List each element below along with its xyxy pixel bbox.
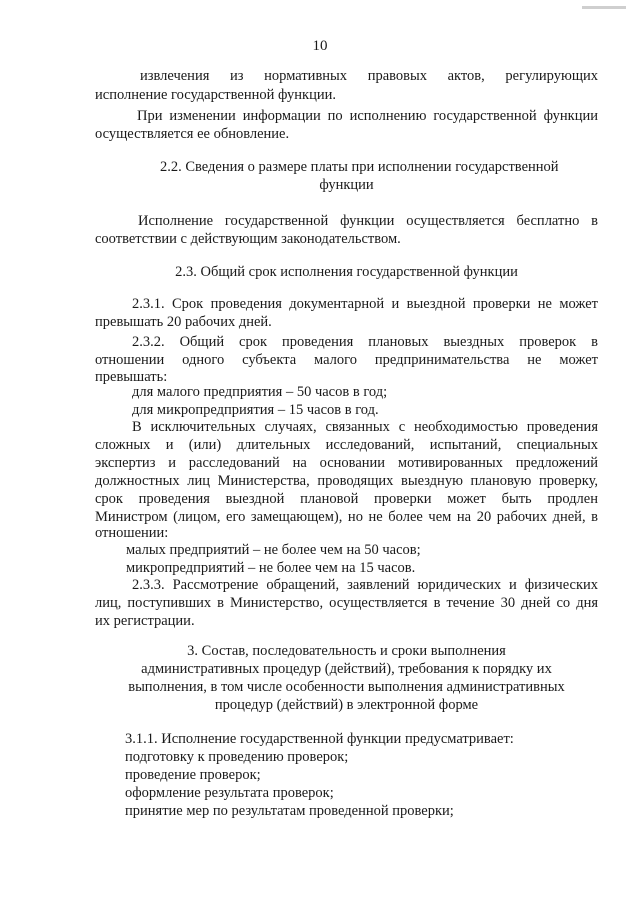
- text-line: отношении одного субъекта малого предпринимательства не может: [95, 352, 598, 368]
- list-item: оформление результата проверок;: [125, 785, 334, 801]
- section-heading: административных процедур (действий), требования к порядку их: [141, 661, 552, 677]
- text-line: их регистрации.: [95, 613, 195, 629]
- text-line: сложных и (или) длительных исследований, испытаний, специальных: [95, 437, 598, 453]
- text-line: 2.3.1. Срок проведения документарной и выездной проверки не может: [132, 296, 598, 312]
- text-line: извлечения из нормативных правовых актов, регулирующих: [140, 68, 598, 84]
- text-line: срок проведения выездной плановой проверки может быть продлен: [95, 491, 598, 507]
- text-line: превышать:: [95, 369, 168, 385]
- text-line: превышать 20 рабочих дней.: [95, 314, 272, 330]
- text-line: отношении:: [95, 525, 169, 541]
- text-line: должностных лиц Министерства, проводящих выездную плановую проверку,: [95, 473, 598, 489]
- list-item: принятие мер по результатам проведенной проверки;: [125, 803, 454, 819]
- section-heading: 2.3. Общий срок исполнения государственной функции: [175, 264, 518, 280]
- section-heading: функции: [319, 177, 374, 193]
- page-number: 10: [312, 38, 328, 54]
- text-line: осуществляется ее обновление.: [95, 126, 290, 142]
- text-line: для микропредприятия – 15 часов в год.: [132, 402, 379, 418]
- list-item: подготовку к проведению проверок;: [125, 749, 349, 765]
- text-line: 2.3.2. Общий срок проведения плановых выездных проверок в: [132, 334, 598, 350]
- text-line: 2.3.3. Рассмотрение обращений, заявлений юридических и физических: [132, 577, 598, 593]
- text-line: соответствии с действующим законодательством.: [95, 231, 401, 247]
- text-line: исполнение государственной функции.: [95, 87, 336, 103]
- text-line: 3.1.1. Исполнение государственной функции предусматривает:: [125, 731, 514, 747]
- text-line: экспертиз и расследований на основании мотивированных предложений: [95, 455, 598, 471]
- section-heading: 3. Состав, последовательность и сроки выполнения: [187, 643, 506, 659]
- section-heading: 2.2. Сведения о размере платы при исполнении государственной: [160, 159, 559, 175]
- section-heading: выполнения, в том числе особенности выполнения административных: [128, 679, 565, 695]
- text-line: В исключительных случаях, связанных с необходимостью проведения: [132, 419, 598, 435]
- text-line: малых предприятий – не более чем на 50 часов;: [126, 542, 421, 558]
- text-line: При изменении информации по исполнению государственной функции: [137, 108, 598, 124]
- text-line: микропредприятий – не более чем на 15 часов.: [126, 560, 416, 576]
- text-line: лиц, поступивших в Министерство, осуществляется в течение 30 дней со дня: [95, 595, 598, 611]
- section-heading: процедур (действий) в электронной форме: [214, 697, 479, 713]
- text-line: для малого предприятия – 50 часов в год;: [132, 384, 388, 400]
- scan-artifact: [582, 6, 626, 9]
- list-item: проведение проверок;: [125, 767, 261, 783]
- text-line: Министром (лицом, его замещающем), но не более чем на 20 рабочих дней, в: [95, 509, 598, 525]
- text-line: Исполнение государственной функции осуществляется бесплатно в: [138, 213, 598, 229]
